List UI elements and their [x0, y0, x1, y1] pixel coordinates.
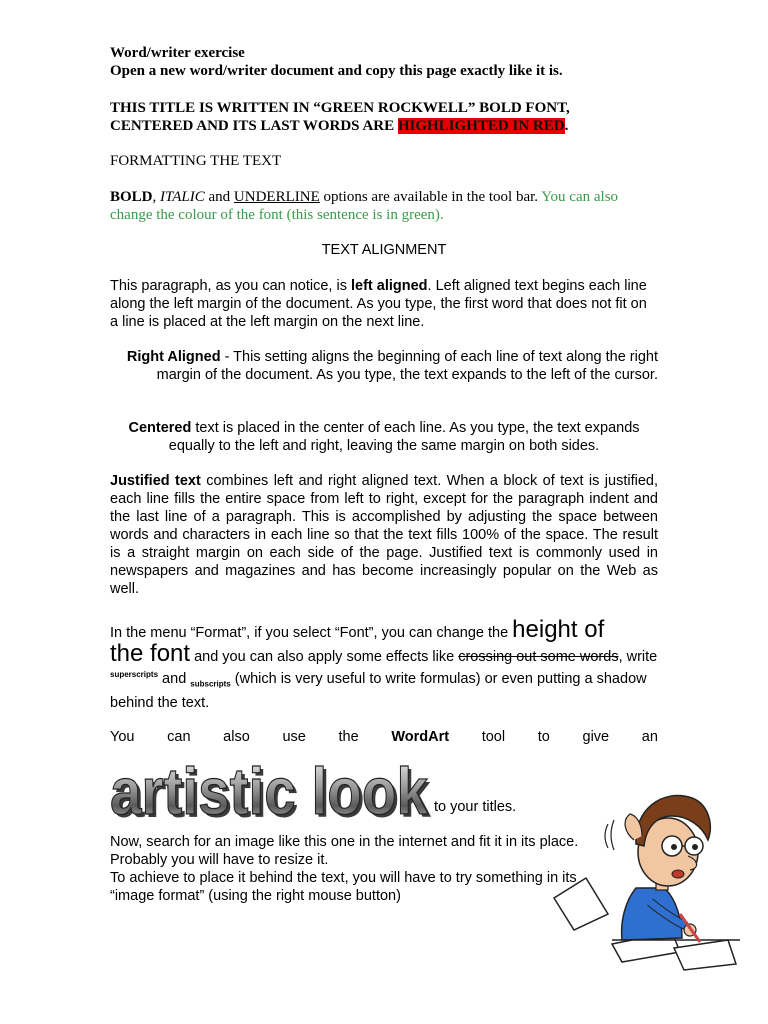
right-aligned-bold: Right Aligned	[126, 349, 221, 365]
wordart-bold-word: WordArt	[391, 729, 450, 745]
sep-1: ,	[152, 189, 161, 205]
just-rest: combines left and right aligned text. When a block of text is justified, each line fills the entire space from left to right, except for the paragraph indent and the last line of a paragraph. This is accomplished by adjusting the space between words and characters in each line so that the text fills 100% of the space. The result is a straight margin on each side of the page. Justified text is commonly used in newspapers and magazines and has become increasingly popular on the Web as well.	[110, 473, 659, 597]
formatting-heading: FORMATTING THE TEXT	[110, 153, 282, 169]
font-p2: and you can also apply some effects like	[190, 649, 459, 665]
toolbar-text: options are available in the tool bar.	[319, 189, 542, 205]
heading-line-1: Word/writer exercise	[110, 45, 245, 61]
title-line-1: THIS TITLE IS WRITTEN IN “GREEN ROCKWELL” BOLD FONT,	[110, 100, 570, 116]
wa-word: tool	[481, 729, 506, 745]
wa-word: to	[537, 729, 550, 745]
font-p3: , write	[618, 649, 658, 665]
image-line-4: “image format” (using the right mouse button)	[110, 888, 401, 904]
text-alignment-heading: TEXT ALIGNMENT	[321, 242, 447, 258]
title-line-2-prefix: CENTERED AND ITS LAST WORDS ARE	[110, 118, 398, 134]
font-p4: and	[158, 670, 191, 687]
font-p1: In the menu “Format”, if you select “Font”, you can change the	[110, 625, 513, 641]
wordart-shadow: artistic look	[113, 757, 432, 822]
underline-sample: UNDERLINE	[233, 189, 320, 205]
green-sentence: You can also change the colour of the font (this sentence is in green).	[110, 189, 619, 223]
the-font-text: the font	[110, 640, 191, 667]
highlighted-red-text: HIGHLIGHTED IN RED	[397, 118, 565, 134]
formatting-paragraph	[110, 188, 658, 224]
left-aligned-paragraph	[110, 277, 658, 331]
image-line-1: Now, search for an image like this one in the internet and fit it in its place.	[110, 834, 579, 850]
italic-sample: ITALIC	[160, 189, 205, 205]
wordart-artistic-look	[104, 738, 434, 822]
wa-word: an	[641, 729, 658, 745]
justified-paragraph	[110, 472, 658, 598]
title-line-2-suffix: .	[564, 118, 569, 134]
image-line-3: To achieve to place it behind the text, you will have to try something in its	[110, 870, 577, 886]
font-p5: (which is very useful to write formulas) or even putting a shadow behind the text.	[110, 670, 647, 711]
justified-bold: Justified text	[110, 473, 201, 489]
bold-sample: BOLD	[110, 189, 153, 205]
left-prefix: This paragraph, as you can notice, is	[110, 278, 351, 294]
right-rest: - This setting aligns the beginning of each line of text along the right margin of the document. As you type, the text expands to the left of the cursor.	[156, 349, 658, 383]
and-text: and	[204, 189, 234, 205]
left-rest: . Left aligned text begins each line along the left margin of the document. As you type, the first word that does not fit on a line is placed at the left margin on the next line.	[110, 278, 647, 330]
centered-paragraph	[110, 419, 658, 455]
height-of-text: height of	[512, 616, 605, 643]
center-rest: text is placed in the center of each line. As you type, the text expands equally to the left and right, leaving the same margin on both sides.	[168, 420, 640, 454]
document-title	[110, 99, 658, 135]
wa-word: use	[282, 729, 306, 745]
superscripts-text: superscripts	[110, 670, 159, 679]
image-line-2: Probably you will have to resize it.	[110, 852, 329, 868]
image-instructions-paragraph	[110, 833, 630, 905]
font-effects-paragraph	[110, 618, 658, 712]
heading-line-2: Open a new word/writer document and copy this page exactly like it is.	[110, 63, 563, 79]
left-aligned-bold: left aligned	[351, 278, 428, 294]
to-your-titles: to your titles.	[434, 799, 517, 815]
wa-word: You	[110, 729, 135, 745]
wa-word: also	[223, 729, 250, 745]
subscripts-text: subscripts	[190, 679, 231, 689]
wa-word: give	[582, 729, 610, 745]
centered-bold: Centered	[128, 420, 192, 436]
strikethrough-text: crossing out some words	[458, 649, 619, 665]
wa-word: the	[338, 729, 359, 745]
wa-word: can	[167, 729, 191, 745]
title-line-2	[110, 117, 658, 135]
right-aligned-paragraph	[110, 348, 658, 384]
wordart-text: artistic look	[110, 754, 429, 822]
exercise-heading	[110, 44, 658, 80]
